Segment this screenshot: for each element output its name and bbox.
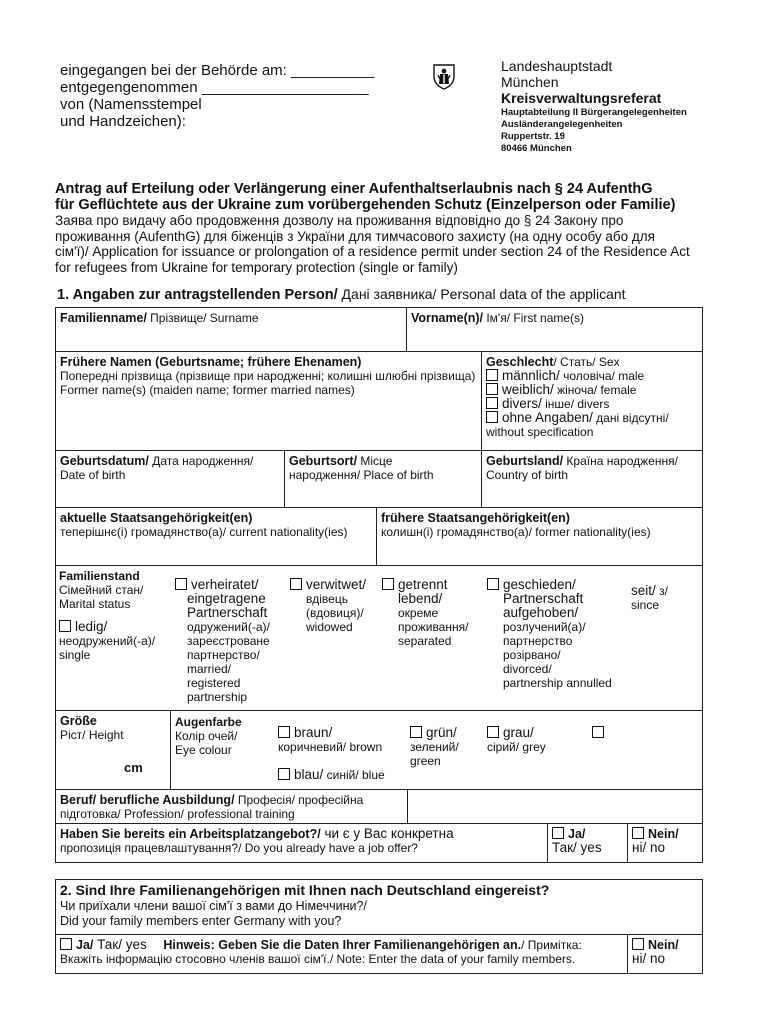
sex-male-label: männlich/ (502, 368, 560, 383)
title-de-line-1: Antrag auf Erteilung oder Verlängerung einer Aufenthaltserlaubnis nach § 24 AufenthG (55, 181, 653, 197)
birth-date-en: Date of birth (60, 468, 126, 482)
family-no-label: Nein/ (648, 938, 679, 952)
eye-brown-option (278, 726, 382, 754)
married-ua-2: зареєстроване (187, 634, 270, 648)
eye-colour-header (175, 715, 242, 757)
sex-none-en: without specification (486, 425, 594, 439)
separated-checkbox[interactable] (382, 578, 394, 590)
former-nationality-field[interactable] (376, 507, 703, 566)
accepted-row (60, 79, 400, 96)
birth-country-en: Country of birth (486, 468, 569, 482)
sex-none-label: ohne Angaben/ (502, 410, 593, 425)
height-field[interactable] (55, 710, 171, 790)
sex-divers-label: divers/ (502, 396, 542, 411)
current-nationality-field[interactable] (55, 507, 377, 566)
divorced-checkbox[interactable] (487, 578, 499, 590)
document-title (55, 181, 755, 275)
eye-blue-label: blau/ (294, 767, 324, 782)
birth-date-label: Geburtsdatum/ (60, 454, 149, 468)
divorced-en-2: partnership annulled (503, 676, 612, 690)
job-offer-yes-label: Ja/ (568, 827, 586, 841)
married-ua-1: одружений(-а)/ (187, 620, 270, 634)
divorced-label: geschieden/ (503, 577, 576, 592)
separated-label: getrennt (398, 577, 448, 592)
married-en-2: registered (187, 676, 241, 690)
section-2-heading (55, 879, 703, 935)
separated-option (382, 578, 468, 648)
sex-female-checkbox[interactable] (486, 383, 498, 395)
authority-address (501, 58, 741, 155)
department-name: Kreisverwaltungsreferat (501, 90, 662, 106)
job-offer-no-checkbox[interactable] (632, 827, 644, 839)
widowed-option (290, 578, 366, 634)
profession-label: Beruf/ berufliche Ausbildung/ (60, 793, 235, 807)
widowed-checkbox[interactable] (290, 578, 302, 590)
married-en-3: partnership (187, 690, 248, 704)
family-hint-label: Hinweis: Geben Sie die Daten Ihrer Familienangehörigen an. (163, 938, 522, 952)
title-ua-line-1: Заява про видачу або продовження дозволу на проживання відповідно до § 24 Закону про (55, 213, 624, 228)
family-yes-label: Ja/ (76, 938, 94, 952)
sub-department-2: Ausländerangelegenheiten (501, 119, 623, 130)
family-no-checkbox[interactable] (632, 938, 644, 950)
birth-place-label: Geburtsort/ (289, 454, 358, 468)
zip-city: 80466 München (501, 143, 572, 154)
former-names-ua: Попередні прізвища (прізвище при народженні; колишні шлюбні прізвища) (60, 369, 476, 383)
married-en-1: married/ (187, 662, 232, 676)
stamp-label: von (Namensstempel (60, 96, 202, 113)
firstname-label: Vorname(n)/ (411, 311, 483, 325)
received-row (60, 62, 400, 79)
since-ua: з/ (655, 584, 668, 598)
received-label: eingegangen bei der Behörde am: (60, 62, 287, 79)
current-nationality-translation: теперішнє(і) громадянство(а)/ current nationality(ies) (60, 525, 348, 539)
divorced-en-1: divorced/ (503, 662, 552, 676)
separated-ua-1: окреме (398, 606, 439, 620)
eye-grey-option (487, 726, 546, 754)
eye-green-option (410, 726, 459, 768)
divorced-option (487, 578, 612, 690)
marital-status-header (59, 569, 143, 611)
height-unit: cm (124, 760, 143, 775)
separated-label-2: lebend/ (398, 591, 443, 606)
birth-date-ua: Дата народження/ (148, 454, 254, 468)
family-yes-translation: Так/ yes (93, 937, 147, 952)
surname-translation: Прізвище/ Surname (146, 311, 259, 325)
marital-status-label: Familienstand (59, 569, 140, 583)
signature-label: und Handzeichen): (60, 113, 186, 130)
title-de-line-2: für Geflüchtete aus der Ukraine zum vorübergehenden Schutz (Einzelperson oder Familie) (55, 197, 676, 213)
section-2-en: Did your family members enter Germany with you? (60, 914, 342, 928)
title-ua-line-2: проживання (AufenthG) для біженців з України для тимчасового захисту (на одну особу або для (55, 228, 655, 244)
single-option (59, 620, 155, 662)
firstname-field[interactable] (406, 307, 703, 352)
sex-male-checkbox[interactable] (486, 369, 498, 381)
former-names-label: Frühere Namen (Geburtsname; frühere Ehenamen) (60, 355, 362, 369)
family-no-translation: ні/ no (632, 951, 665, 966)
section-1-heading (57, 286, 626, 303)
separated-en: separated (398, 634, 452, 648)
divorced-label-2: Partnerschaft (503, 591, 584, 606)
birth-place-field[interactable] (284, 450, 482, 508)
married-label: verheiratet/ (191, 577, 259, 592)
firstname-translation: Ім'я/ First name(s) (483, 311, 585, 325)
birth-country-ua: Країна народження/ (563, 454, 678, 468)
single-en: single (59, 648, 91, 662)
eye-brown-translation: коричневий/ brown (278, 740, 383, 754)
married-label-3: Partnerschaft (187, 605, 268, 620)
eye-grey-translation: сірий/ grey (487, 740, 546, 754)
eye-grey-label: grau/ (503, 725, 534, 740)
eye-blue-option (278, 768, 385, 782)
street-address: Ruppertstr. 19 (501, 131, 565, 142)
birth-place-en: народження/ Place of birth (289, 468, 434, 482)
married-label-2: eingetragene (187, 591, 266, 606)
accepted-field[interactable]: ____________________ (201, 79, 369, 96)
sex-label: Geschlecht (486, 355, 554, 369)
birth-country-field[interactable] (481, 450, 703, 508)
eye-colour-label: Augenfarbe (175, 715, 242, 729)
eye-green-en: green (410, 754, 441, 768)
sex-female-label: weiblich/ (502, 382, 554, 397)
eye-grey-checkbox[interactable] (487, 726, 499, 738)
job-offer-no-option (627, 823, 703, 863)
munich-crest-icon (430, 62, 458, 90)
job-offer-label: Haben Sie bereits ein Arbeitsplatzangebot?/ (60, 827, 321, 841)
section-2-title: 2. Sind Ihre Familienangehörigen mit Ihnen nach Deutschland eingereist? (60, 882, 550, 898)
divorced-label-3: aufgehoben/ (503, 605, 579, 620)
sex-translation: / Стать/ Sex (553, 355, 620, 369)
family-hint-ua: / Примітка: (521, 938, 582, 952)
height-label: Größe (60, 714, 97, 728)
married-ua-3: партнерство/ (187, 648, 260, 662)
eye-colour-ua: Колір очей/ (175, 729, 238, 743)
section-1-subtitle: Дані заявника/ Personal data of the applicant (337, 286, 626, 302)
single-checkbox[interactable] (59, 620, 71, 632)
sub-department: Hauptabteilung II Bürgerangelegenheiten (501, 107, 687, 118)
sex-group (481, 351, 703, 451)
sex-divers-translation: інше/ divers (541, 397, 610, 411)
city-name: Landeshauptstadt (501, 58, 613, 74)
widowed-ua-2: (вдовиця)/ (306, 606, 364, 620)
sex-none-translation: дані відсутні/ (592, 411, 669, 425)
divorced-ua-2: партнерство (503, 634, 573, 648)
title-ua-line-3: сім'ї)/ Application for issuance or prolongation of a residence permit under section 24 of the Residence Act (55, 244, 690, 259)
married-option (175, 578, 270, 704)
single-ua: неодружений(-а)/ (59, 634, 156, 648)
eye-brown-checkbox[interactable] (278, 726, 290, 738)
married-checkbox[interactable] (175, 578, 187, 590)
eye-green-ua: зелений/ (410, 740, 459, 754)
job-offer-question (55, 823, 548, 863)
job-offer-ua: чи є у Вас конкретна (320, 826, 454, 841)
eye-other-option (592, 726, 608, 740)
sex-none-checkbox[interactable] (486, 411, 498, 423)
profession-field[interactable] (55, 789, 408, 824)
family-no-option (627, 934, 703, 974)
former-names-en: Former name(s) (maiden name; former married names) (60, 383, 355, 397)
eye-other-checkbox[interactable] (592, 726, 604, 738)
height-translation: Ріст/ Height (60, 728, 124, 742)
received-date-field[interactable]: __________ (291, 62, 375, 79)
divorced-ua-3: розірвано/ (503, 648, 561, 662)
eye-colour-en: Eye colour (175, 743, 232, 757)
marital-status-en: Marital status (59, 597, 131, 611)
separated-ua-2: проживання/ (398, 620, 469, 634)
surname-label: Familienname/ (60, 311, 147, 325)
receipt-block (60, 62, 400, 130)
eye-blue-checkbox[interactable] (278, 768, 290, 780)
since-label: seit/ (631, 583, 656, 598)
job-offer-yes-checkbox[interactable] (552, 827, 564, 839)
eye-green-label: grün/ (426, 725, 457, 740)
eye-green-checkbox[interactable] (410, 726, 422, 738)
job-offer-yes-translation: Так/ yes (552, 840, 602, 855)
since-en: since (631, 598, 660, 612)
widowed-label: verwitwet/ (306, 577, 367, 592)
widowed-en: widowed (306, 620, 353, 634)
job-offer-no-translation: ні/ no (632, 840, 665, 855)
former-nationality-label: frühere Staatsangehörigkeit(en) (381, 511, 570, 525)
current-nationality-label: aktuelle Staatsangehörigkeit(en) (60, 511, 253, 525)
section-1-title: 1. Angaben zur antragstellenden Person/ (57, 287, 338, 303)
family-yes-option (55, 934, 628, 974)
section-2-ua: Чи приїхали члени вашої сім'ї з вами до Німеччини?/ (60, 899, 367, 913)
family-yes-checkbox[interactable] (60, 938, 72, 950)
former-nationality-translation: колишн(і) громадянство(а)/ former nationality(ies) (381, 525, 651, 539)
sex-female-translation: жіноча/ female (553, 383, 637, 397)
sex-divers-checkbox[interactable] (486, 397, 498, 409)
job-offer-translation: пропозиція працевлаштування?/ Do you already have a job offer? (60, 841, 418, 855)
single-label: ledig/ (75, 619, 108, 634)
birth-country-label: Geburtsland/ (486, 454, 564, 468)
sex-male-translation: чоловіча/ male (559, 369, 645, 383)
divorced-ua-1: розлучений(а)/ (503, 620, 586, 634)
profession-ua: Професія/ професійна (234, 793, 364, 807)
birth-date-field[interactable] (55, 450, 285, 508)
profession-translation: підготовка/ Profession/ professional training (60, 807, 295, 821)
family-hint-translation: Вкажіть інформацію стосовно членів вашої сім'ї./ Note: Enter the data of your family members. (60, 952, 576, 966)
birth-place-ua: Місце (357, 454, 393, 468)
marital-status-ua: Сімейний стан/ (59, 583, 144, 597)
accepted-label: entgegengenommen (60, 79, 198, 96)
widowed-ua-1: вдівець (306, 592, 348, 606)
surname-field[interactable] (55, 307, 407, 352)
city-name-2: München (501, 74, 559, 90)
job-offer-no-label: Nein/ (648, 827, 679, 841)
since-field[interactable] (631, 584, 668, 612)
former-names-field[interactable] (55, 351, 482, 451)
eye-blue-translation: синій/ blue (323, 768, 385, 782)
profession-value-field[interactable] (407, 789, 703, 824)
job-offer-yes-option (547, 823, 628, 863)
title-ua-line-4: for refugees from Ukraine for temporary protection (single or family) (55, 259, 458, 275)
eye-brown-label: braun/ (294, 725, 333, 740)
